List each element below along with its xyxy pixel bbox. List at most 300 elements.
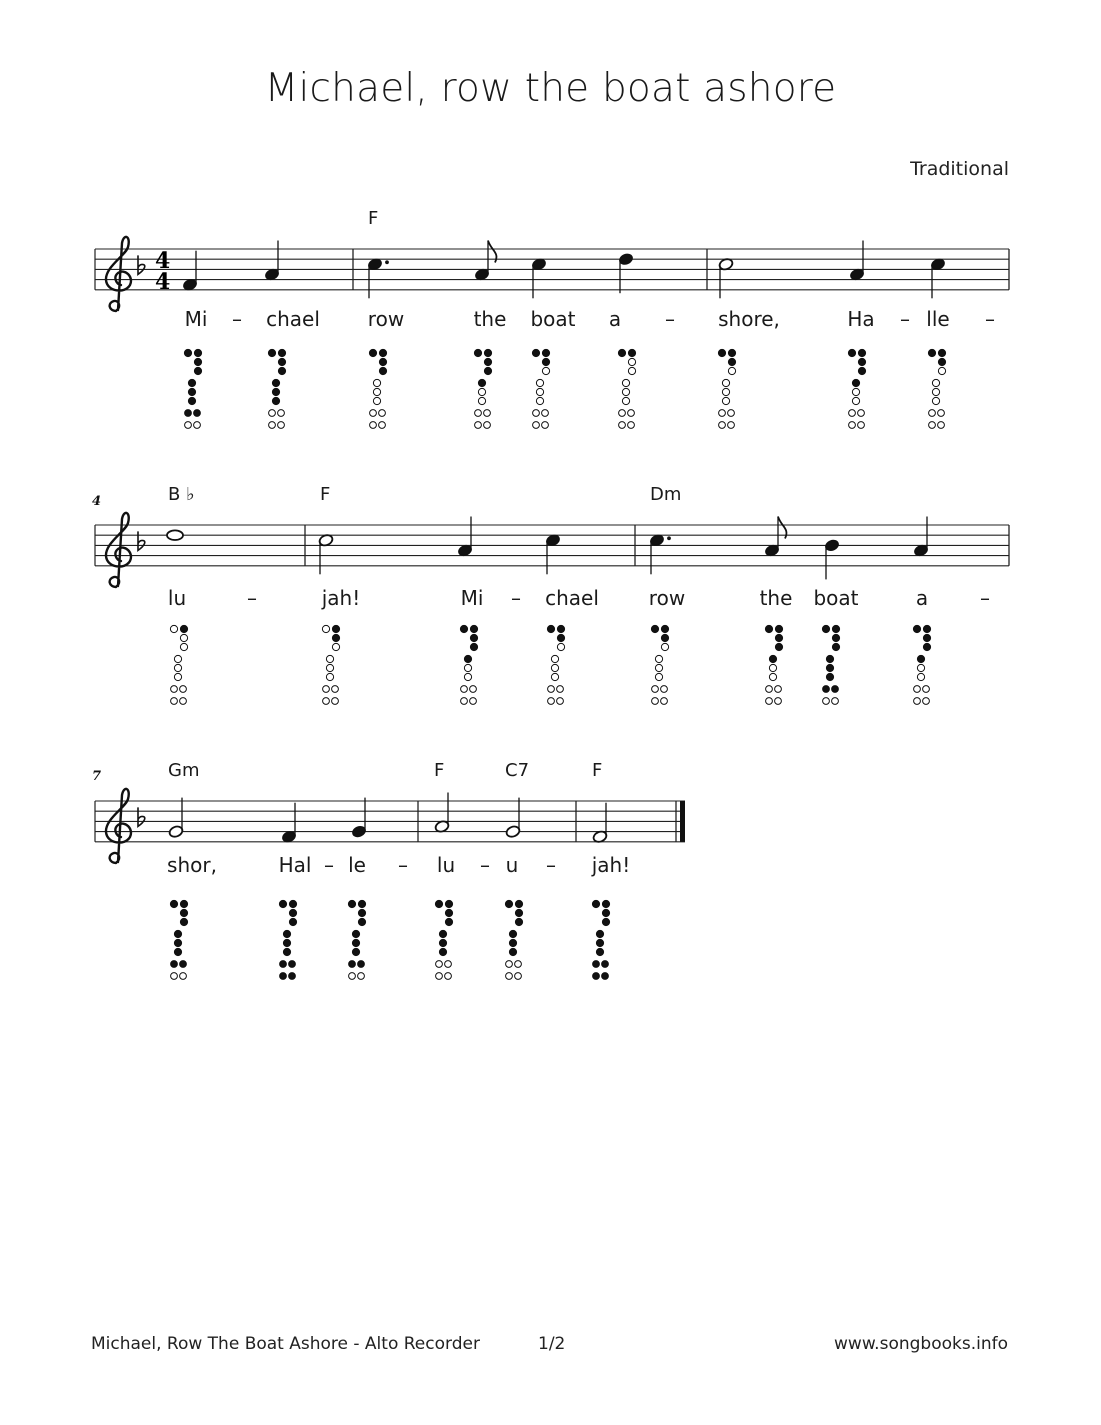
finger-hole — [932, 379, 939, 386]
finger-hole — [914, 698, 921, 705]
finger-hole — [289, 973, 296, 980]
finger-hole — [932, 388, 939, 395]
finger-hole — [358, 909, 365, 916]
finger-hole — [832, 634, 839, 641]
footer-website: www.songbooks.info — [834, 1334, 1008, 1354]
finger-hole — [280, 961, 287, 968]
lyric-hyphen: – — [247, 586, 257, 610]
measure-number: 4 — [92, 494, 102, 509]
lyric-hyphen: – — [324, 853, 334, 877]
finger-hole — [283, 948, 290, 955]
finger-hole — [478, 388, 485, 395]
finger-hole — [509, 939, 516, 946]
finger-hole — [278, 410, 285, 417]
finger-hole — [542, 422, 549, 429]
lyric-syllable: boat — [813, 586, 859, 610]
augmentation-dot — [385, 260, 389, 264]
finger-hole — [826, 673, 833, 680]
finger-hole — [470, 625, 477, 632]
finger-hole — [722, 388, 729, 395]
finger-hole — [272, 397, 279, 404]
finger-hole — [557, 643, 564, 650]
finger-hole — [439, 939, 446, 946]
finger-hole — [280, 973, 287, 980]
finger-hole — [323, 686, 330, 693]
finger-hole — [188, 379, 195, 386]
finger-hole — [852, 379, 859, 386]
lyric-syllable: lu — [167, 586, 187, 610]
finger-hole — [349, 961, 356, 968]
finger-hole — [180, 686, 187, 693]
finger-hole — [515, 900, 522, 907]
lyric-syllable: Hal — [278, 853, 312, 877]
finger-hole — [379, 349, 386, 356]
thumb-hole — [170, 900, 177, 907]
finger-hole — [858, 422, 865, 429]
finger-hole — [478, 379, 485, 386]
finger-hole — [661, 634, 668, 641]
finger-hole — [542, 367, 549, 374]
finger-hole — [542, 410, 549, 417]
finger-hole — [194, 349, 201, 356]
treble-clef — [106, 789, 131, 863]
finger-hole — [775, 643, 782, 650]
finger-hole — [557, 698, 564, 705]
lyric-hyphen: – — [398, 853, 408, 877]
finger-hole — [509, 930, 516, 937]
song-title: Michael, row the boat ashore — [264, 66, 837, 111]
finger-hole — [332, 698, 339, 705]
finger-hole — [557, 634, 564, 641]
finger-hole — [655, 664, 662, 671]
finger-hole — [917, 664, 924, 671]
finger-hole — [923, 643, 930, 650]
finger-hole — [661, 625, 668, 632]
finger-hole — [470, 643, 477, 650]
finger-hole — [852, 388, 859, 395]
finger-hole — [194, 358, 201, 365]
finger-hole — [379, 367, 386, 374]
lyric-syllable: jah! — [321, 586, 361, 610]
lyric-syllable: a — [608, 307, 622, 331]
finger-hole — [602, 909, 609, 916]
finger-hole — [332, 634, 339, 641]
lyric-hyphen: – — [985, 307, 995, 331]
finger-hole — [174, 939, 181, 946]
chord-symbol: B ♭ — [168, 484, 195, 505]
finger-hole — [283, 939, 290, 946]
finger-hole — [923, 698, 930, 705]
lyric-hyphen: – — [980, 586, 990, 610]
lyric-syllable: the — [759, 586, 793, 610]
finger-hole — [533, 422, 540, 429]
finger-hole — [439, 948, 446, 955]
finger-hole — [436, 961, 443, 968]
thumb-hole — [651, 625, 658, 632]
finger-hole — [174, 673, 181, 680]
finger-hole — [289, 900, 296, 907]
finger-hole — [484, 349, 491, 356]
finger-hole — [174, 930, 181, 937]
finger-hole — [533, 410, 540, 417]
finger-hole — [349, 973, 356, 980]
lyric-syllable: Mi — [460, 586, 484, 610]
finger-hole — [461, 698, 468, 705]
finger-hole — [332, 643, 339, 650]
chord-symbol: F — [434, 760, 445, 781]
finger-hole — [661, 643, 668, 650]
finger-hole — [661, 686, 668, 693]
finger-hole — [332, 686, 339, 693]
finger-hole — [858, 410, 865, 417]
finger-hole — [938, 358, 945, 365]
finger-hole — [171, 698, 178, 705]
lyric-syllable: lle — [926, 307, 950, 331]
finger-hole — [470, 698, 477, 705]
treble-clef — [106, 513, 131, 587]
finger-hole — [938, 410, 945, 417]
augmentation-dot — [667, 536, 671, 540]
thumb-hole — [369, 349, 376, 356]
finger-hole — [171, 961, 178, 968]
time-signature-bottom: 4 — [155, 269, 171, 295]
finger-hole — [379, 422, 386, 429]
thumb-hole — [848, 349, 855, 356]
chord-symbol: Dm — [650, 484, 682, 505]
finger-hole — [180, 961, 187, 968]
finger-hole — [858, 367, 865, 374]
finger-hole — [326, 664, 333, 671]
finger-hole — [628, 367, 635, 374]
finger-hole — [593, 973, 600, 980]
finger-hole — [557, 686, 564, 693]
finger-hole — [661, 698, 668, 705]
thumb-hole — [184, 349, 191, 356]
lyric-syllable: shore, — [718, 307, 780, 331]
lyric-syllable: le — [348, 853, 366, 877]
finger-hole — [278, 367, 285, 374]
finger-hole — [180, 918, 187, 925]
thumb-hole — [268, 349, 275, 356]
finger-hole — [852, 397, 859, 404]
finger-hole — [272, 379, 279, 386]
measure-number: 7 — [92, 769, 102, 784]
finger-hole — [478, 397, 485, 404]
finger-hole — [475, 410, 482, 417]
finger-hole — [622, 379, 629, 386]
finger-hole — [180, 973, 187, 980]
finger-hole — [628, 358, 635, 365]
lyric-syllable: row — [367, 307, 405, 331]
thumb-hole — [618, 349, 625, 356]
finger-hole — [823, 686, 830, 693]
finger-hole — [596, 930, 603, 937]
finger-hole — [628, 410, 635, 417]
finger-hole — [326, 673, 333, 680]
finger-hole — [515, 961, 522, 968]
chord-symbol: Gm — [168, 760, 200, 781]
finger-hole — [379, 358, 386, 365]
finger-hole — [373, 388, 380, 395]
finger-hole — [536, 388, 543, 395]
finger-hole — [596, 948, 603, 955]
finger-hole — [373, 397, 380, 404]
finger-hole — [728, 367, 735, 374]
finger-hole — [602, 900, 609, 907]
finger-hole — [622, 388, 629, 395]
final-barline — [680, 801, 685, 842]
finger-hole — [484, 410, 491, 417]
lyric-syllable: shor, — [167, 853, 217, 877]
thumb-hole — [170, 625, 177, 632]
finger-hole — [272, 388, 279, 395]
finger-hole — [923, 625, 930, 632]
finger-hole — [445, 961, 452, 968]
finger-hole — [185, 410, 192, 417]
finger-hole — [849, 410, 856, 417]
finger-hole — [352, 930, 359, 937]
finger-hole — [332, 625, 339, 632]
finger-hole — [551, 655, 558, 662]
finger-hole — [775, 698, 782, 705]
finger-hole — [849, 422, 856, 429]
finger-hole — [719, 410, 726, 417]
thumb-hole — [460, 625, 467, 632]
finger-hole — [769, 673, 776, 680]
finger-hole — [655, 655, 662, 662]
finger-hole — [769, 664, 776, 671]
finger-hole — [619, 422, 626, 429]
finger-hole — [938, 422, 945, 429]
finger-hole — [506, 961, 513, 968]
finger-hole — [548, 686, 555, 693]
finger-hole — [602, 961, 609, 968]
finger-hole — [188, 388, 195, 395]
finger-hole — [917, 673, 924, 680]
finger-hole — [358, 961, 365, 968]
finger-hole — [832, 686, 839, 693]
finger-hole — [515, 909, 522, 916]
thumb-hole — [474, 349, 481, 356]
finger-hole — [180, 900, 187, 907]
finger-hole — [766, 698, 773, 705]
finger-hole — [484, 422, 491, 429]
finger-hole — [180, 698, 187, 705]
footer-song-title: Michael, Row The Boat Ashore - Alto Recorder — [91, 1334, 480, 1354]
finger-hole — [542, 349, 549, 356]
finger-hole — [551, 673, 558, 680]
lyric-syllable: u — [505, 853, 519, 877]
finger-hole — [622, 397, 629, 404]
finger-hole — [557, 625, 564, 632]
finger-hole — [464, 673, 471, 680]
finger-hole — [461, 686, 468, 693]
thumb-hole — [435, 900, 442, 907]
finger-hole — [174, 655, 181, 662]
note-head — [167, 530, 183, 540]
key-signature-flat — [138, 255, 145, 274]
finger-hole — [289, 909, 296, 916]
finger-hole — [278, 422, 285, 429]
finger-hole — [766, 686, 773, 693]
finger-hole — [602, 918, 609, 925]
thumb-hole — [592, 900, 599, 907]
thumb-hole — [913, 625, 920, 632]
finger-hole — [548, 698, 555, 705]
finger-hole — [596, 939, 603, 946]
finger-hole — [352, 939, 359, 946]
finger-hole — [171, 973, 178, 980]
finger-hole — [180, 643, 187, 650]
lyric-syllable: row — [648, 586, 686, 610]
finger-hole — [719, 422, 726, 429]
finger-hole — [551, 664, 558, 671]
finger-hole — [379, 410, 386, 417]
finger-hole — [194, 410, 201, 417]
finger-hole — [832, 698, 839, 705]
finger-hole — [917, 655, 924, 662]
finger-hole — [923, 686, 930, 693]
finger-hole — [593, 961, 600, 968]
finger-hole — [728, 422, 735, 429]
finger-hole — [174, 664, 181, 671]
finger-hole — [826, 655, 833, 662]
thumb-hole — [348, 900, 355, 907]
finger-hole — [722, 379, 729, 386]
finger-hole — [506, 973, 513, 980]
finger-hole — [938, 349, 945, 356]
lyric-hyphen: – — [232, 307, 242, 331]
finger-hole — [171, 686, 178, 693]
finger-hole — [352, 948, 359, 955]
finger-hole — [194, 422, 201, 429]
finger-hole — [283, 930, 290, 937]
finger-hole — [370, 410, 377, 417]
finger-hole — [728, 358, 735, 365]
finger-hole — [475, 422, 482, 429]
finger-hole — [180, 625, 187, 632]
finger-hole — [439, 930, 446, 937]
finger-hole — [728, 410, 735, 417]
finger-hole — [775, 625, 782, 632]
finger-hole — [373, 379, 380, 386]
finger-hole — [832, 625, 839, 632]
lyric-hyphen: – — [480, 853, 490, 877]
finger-hole — [464, 655, 471, 662]
finger-hole — [358, 900, 365, 907]
time-signature-top: 4 — [155, 248, 171, 274]
lyric-syllable: Mi — [184, 307, 208, 331]
finger-hole — [174, 948, 181, 955]
thumb-hole — [765, 625, 772, 632]
finger-hole — [484, 358, 491, 365]
finger-hole — [652, 698, 659, 705]
finger-hole — [515, 973, 522, 980]
finger-hole — [602, 973, 609, 980]
finger-hole — [436, 973, 443, 980]
chord-symbol: F — [592, 760, 603, 781]
finger-hole — [278, 358, 285, 365]
finger-hole — [619, 410, 626, 417]
finger-hole — [278, 349, 285, 356]
lyric-syllable: the — [473, 307, 507, 331]
lyric-hyphen: – — [665, 307, 675, 331]
thumb-hole — [532, 349, 539, 356]
finger-hole — [832, 643, 839, 650]
finger-hole — [180, 634, 187, 641]
finger-hole — [194, 367, 201, 374]
finger-hole — [358, 973, 365, 980]
finger-hole — [188, 397, 195, 404]
finger-hole — [470, 686, 477, 693]
key-signature-flat — [138, 531, 145, 550]
lyric-syllable: chael — [266, 307, 320, 331]
composer-credit: Traditional — [910, 158, 1009, 180]
finger-hole — [289, 918, 296, 925]
lyric-hyphen: – — [546, 853, 556, 877]
thumb-hole — [547, 625, 554, 632]
finger-hole — [932, 397, 939, 404]
finger-hole — [289, 961, 296, 968]
finger-hole — [775, 686, 782, 693]
finger-hole — [536, 379, 543, 386]
finger-hole — [370, 422, 377, 429]
lyric-syllable: Ha — [847, 307, 875, 331]
lyric-syllable: a — [915, 586, 929, 610]
finger-hole — [628, 422, 635, 429]
footer-page-number: 1/2 — [538, 1334, 566, 1354]
finger-hole — [509, 948, 516, 955]
finger-hole — [445, 973, 452, 980]
key-signature-flat — [138, 807, 145, 826]
finger-hole — [652, 686, 659, 693]
thumb-hole — [718, 349, 725, 356]
finger-hole — [536, 397, 543, 404]
finger-hole — [628, 349, 635, 356]
thumb-hole — [279, 900, 286, 907]
finger-hole — [326, 655, 333, 662]
finger-hole — [775, 634, 782, 641]
finger-hole — [464, 664, 471, 671]
finger-hole — [929, 422, 936, 429]
lyric-syllable: lu — [436, 853, 456, 877]
thumb-hole — [822, 625, 829, 632]
lyric-hyphen: – — [511, 586, 521, 610]
finger-hole — [445, 918, 452, 925]
lyric-syllable: boat — [530, 307, 576, 331]
finger-hole — [914, 686, 921, 693]
finger-hole — [515, 918, 522, 925]
finger-hole — [445, 900, 452, 907]
thumb-hole — [928, 349, 935, 356]
finger-hole — [929, 410, 936, 417]
lyric-syllable: chael — [545, 586, 599, 610]
finger-hole — [542, 358, 549, 365]
finger-hole — [823, 698, 830, 705]
finger-hole — [923, 634, 930, 641]
lyric-hyphen: – — [900, 307, 910, 331]
finger-hole — [470, 634, 477, 641]
finger-hole — [728, 349, 735, 356]
chord-symbol: F — [368, 208, 379, 229]
thumb-hole — [505, 900, 512, 907]
finger-hole — [722, 397, 729, 404]
finger-hole — [655, 673, 662, 680]
thumb-hole — [322, 625, 329, 632]
finger-hole — [858, 358, 865, 365]
finger-hole — [484, 367, 491, 374]
finger-hole — [858, 349, 865, 356]
